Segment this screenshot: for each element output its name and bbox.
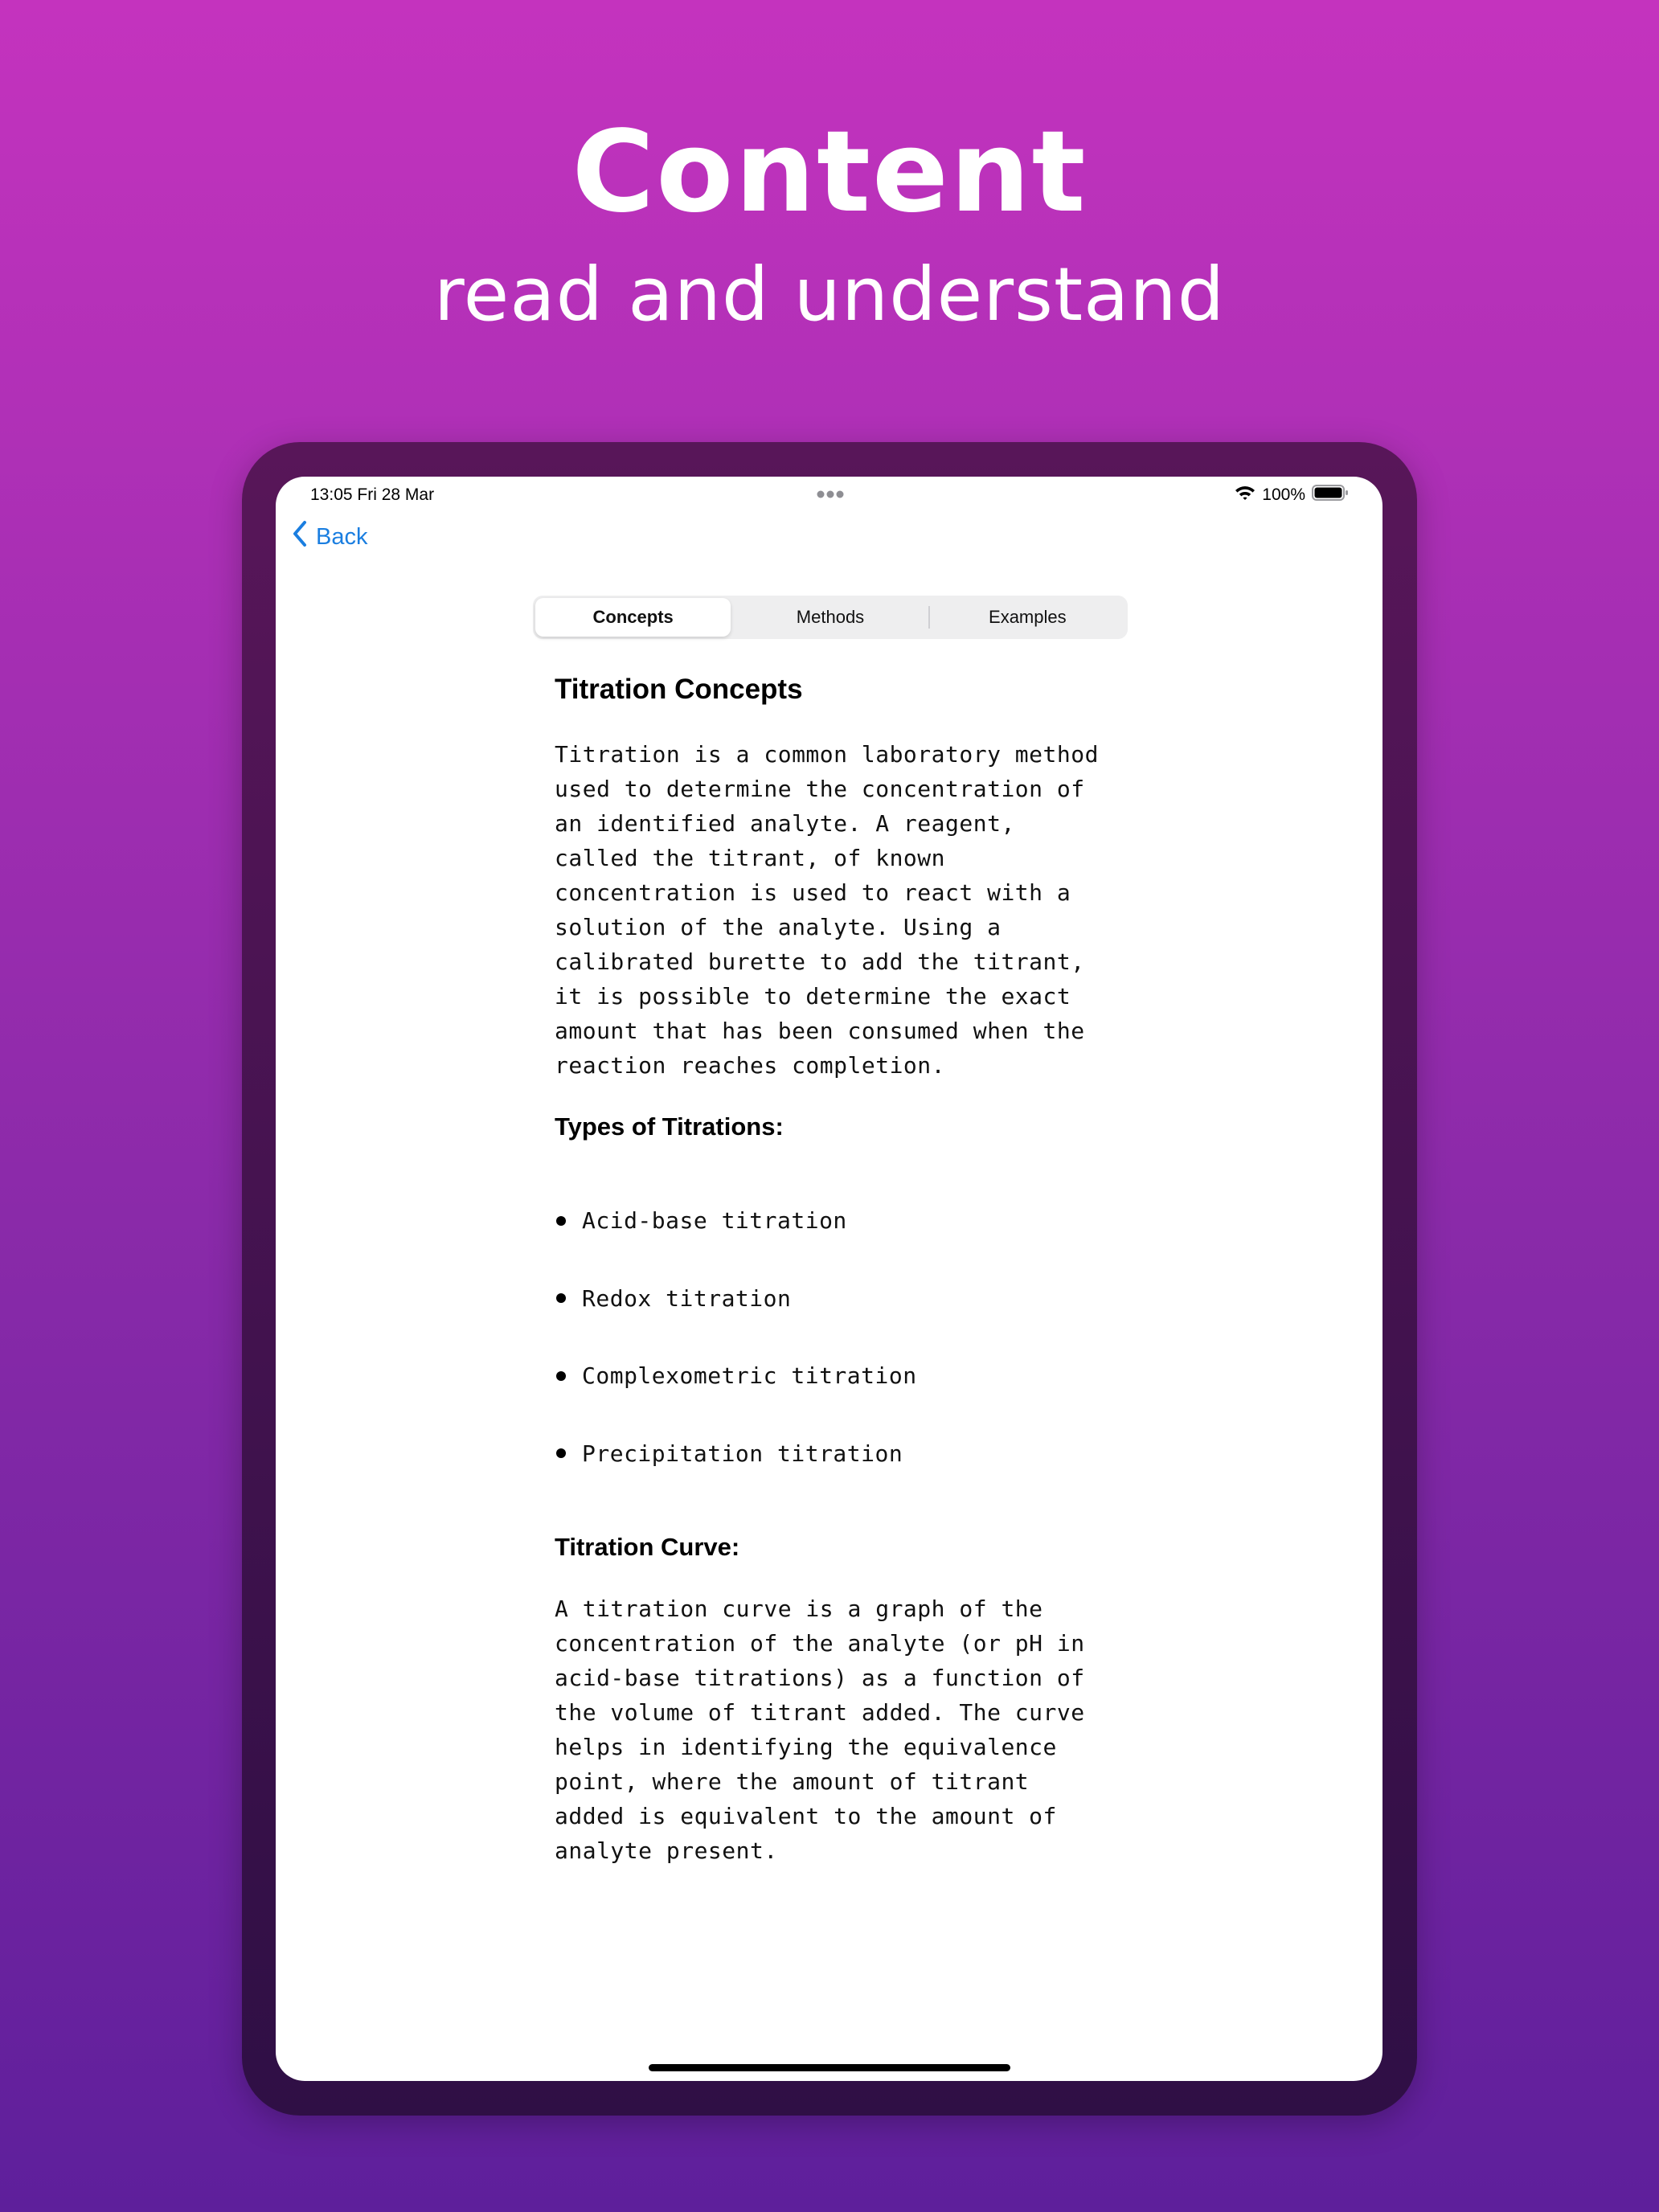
status-right-group	[1235, 483, 1349, 507]
more-dots-icon[interactable]	[814, 486, 846, 502]
article-content	[555, 670, 1133, 1868]
battery-percentage: 100%	[1262, 485, 1305, 504]
status-time-date: 13:05 Fri 28 Mar	[310, 485, 435, 504]
content-tab-control	[533, 596, 1128, 639]
article-intro: Titration is a common laboratory method used to determine the concentration of an identified analyte. A reagent, called the titrant, of known concentration is used to react with a solution of the analyte. Using a calibrated burette to add the titrant, it is possible to determine the exact amount that has been consumed when the reaction reaches completion.	[555, 741, 1099, 1079]
hero-subtitle: read and understand	[433, 252, 1226, 338]
back-button[interactable]	[292, 517, 367, 557]
list-item-text: Redox titration	[582, 1284, 792, 1312]
bullet-icon	[556, 1293, 566, 1303]
bullet-icon	[556, 1371, 566, 1381]
battery-icon	[1312, 484, 1349, 506]
chevron-left-icon	[292, 520, 308, 554]
bullet-icon	[556, 1448, 566, 1458]
curve-text: A titration curve is a graph of the concentration of the analyte (or pH in acid-base titrations) as a function of the volume of titrant added. The curve helps in identifying the equivalence point, where the amount of titrant added is equivalent to the amount of analyte present.	[555, 1596, 1085, 1864]
types-heading: Types of Titrations:	[555, 1112, 784, 1141]
list-item	[555, 1199, 1133, 1243]
list-item-text: Acid-base titration	[582, 1207, 847, 1235]
list-item	[555, 1354, 1133, 1398]
list-item-text: Complexometric titration	[582, 1362, 917, 1390]
article-title: Titration Concepts	[555, 674, 803, 705]
list-item	[555, 1277, 1133, 1321]
list-item	[555, 1432, 1133, 1476]
back-label: Back	[316, 523, 368, 550]
types-list	[555, 1165, 1133, 1509]
home-indicator[interactable]	[649, 2064, 1010, 2071]
curve-heading: Titration Curve:	[555, 1533, 740, 1561]
tab-examples[interactable]: Examples	[989, 607, 1067, 627]
list-item-text: Precipitation titration	[582, 1440, 903, 1467]
bullet-icon	[556, 1216, 566, 1226]
tab-methods[interactable]: Methods	[796, 607, 865, 627]
hero-title: Content	[571, 107, 1088, 238]
wifi-icon	[1235, 485, 1256, 506]
app-screen	[276, 477, 1382, 2081]
tab-concepts[interactable]: Concepts	[535, 598, 731, 637]
